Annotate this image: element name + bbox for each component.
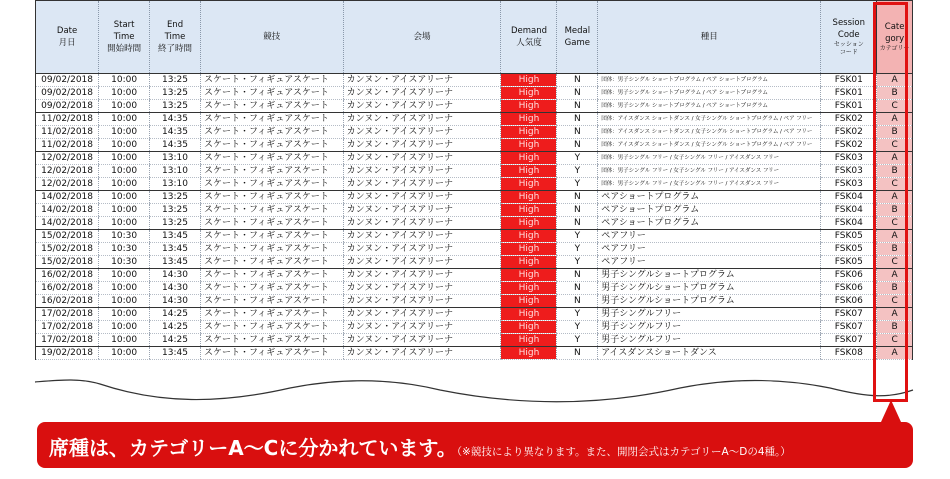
row-demand: High: [501, 347, 557, 360]
row-date: 12/02/2018: [36, 152, 99, 165]
row-date: 19/02/2018: [36, 347, 99, 360]
row-demand: High: [501, 308, 557, 321]
table-row: [36, 74, 913, 87]
row-session-code: FSK03: [821, 152, 877, 165]
table-row: [36, 295, 913, 308]
row-date: 17/02/2018: [36, 308, 99, 321]
row-session-code: FSK02: [821, 139, 877, 152]
schedule-sheet: [35, 0, 913, 400]
row-session-code: FSK02: [821, 126, 877, 139]
row-sport: スケート・フィギュアスケート: [200, 204, 343, 217]
table-body: [36, 74, 913, 360]
row-event-kind: ペアショートプログラム: [598, 191, 821, 204]
row-event-kind: 男子シングルショートプログラム: [598, 295, 821, 308]
row-event-kind: 男子シングルフリー: [598, 308, 821, 321]
table-row: [36, 87, 913, 100]
row-demand: High: [501, 139, 557, 152]
row-category: A: [877, 347, 913, 360]
row-sport: スケート・フィギュアスケート: [200, 334, 343, 347]
header-medal-game: Medal Game: [557, 1, 598, 74]
row-event-kind: 団体：アイスダンス ショートダンス / 女子シングル ショートプログラム / ペア フリー: [598, 126, 821, 139]
row-start-time: 10:00: [99, 87, 150, 100]
row-demand: High: [501, 269, 557, 282]
row-venue: カンヌン・アイスアリーナ: [343, 308, 501, 321]
row-event-kind: 団体：男子シングル ショートプログラム / ペア ショートプログラム: [598, 87, 821, 100]
row-start-time: 10:00: [99, 126, 150, 139]
row-category: B: [877, 204, 913, 217]
row-category: A: [877, 230, 913, 243]
row-medal: N: [557, 269, 598, 282]
row-demand: High: [501, 191, 557, 204]
row-event-kind: 団体：男子シングル フリー / 女子シングル フリー / アイスダンス フリー: [598, 165, 821, 178]
table-row: [36, 178, 913, 191]
row-session-code: FSK02: [821, 113, 877, 126]
torn-edge: [0, 370, 950, 410]
row-date: 15/02/2018: [36, 256, 99, 269]
callout-note-text: （※競技により異なります。また、開閉会式はカテゴリーA～Dの4種。）: [456, 446, 791, 458]
row-session-code: FSK06: [821, 269, 877, 282]
row-demand: High: [501, 204, 557, 217]
table-row: [36, 256, 913, 269]
row-sport: スケート・フィギュアスケート: [200, 113, 343, 126]
row-start-time: 10:30: [99, 230, 150, 243]
row-start-time: 10:00: [99, 269, 150, 282]
table-row: [36, 113, 913, 126]
row-event-kind: アイスダンスショートダンス: [598, 347, 821, 360]
row-end-time: 14:30: [150, 295, 201, 308]
row-sport: スケート・フィギュアスケート: [200, 152, 343, 165]
row-medal: N: [557, 191, 598, 204]
row-date: 17/02/2018: [36, 334, 99, 347]
table-row: [36, 139, 913, 152]
row-end-time: 13:25: [150, 204, 201, 217]
row-sport: スケート・フィギュアスケート: [200, 100, 343, 113]
row-event-kind: 団体：男子シングル フリー / 女子シングル フリー / アイスダンス フリー: [598, 152, 821, 165]
row-venue: カンヌン・アイスアリーナ: [343, 87, 501, 100]
row-event-kind: 団体：アイスダンス ショートダンス / 女子シングル ショートプログラム / ペア フリー: [598, 113, 821, 126]
row-sport: スケート・フィギュアスケート: [200, 243, 343, 256]
row-end-time: 13:25: [150, 217, 201, 230]
row-event-kind: ペアショートプログラム: [598, 204, 821, 217]
row-session-code: FSK04: [821, 191, 877, 204]
row-session-code: FSK08: [821, 347, 877, 360]
row-demand: High: [501, 334, 557, 347]
header-start-time: Start Time 開始時間: [99, 1, 150, 74]
row-category: C: [877, 139, 913, 152]
table-row: [36, 152, 913, 165]
table-row: [36, 165, 913, 178]
row-start-time: 10:00: [99, 113, 150, 126]
header-session-code: Session Code セッション コード: [821, 1, 877, 74]
row-category: C: [877, 217, 913, 230]
row-date: 12/02/2018: [36, 165, 99, 178]
row-medal: Y: [557, 165, 598, 178]
row-session-code: FSK06: [821, 282, 877, 295]
row-demand: High: [501, 165, 557, 178]
row-sport: スケート・フィギュアスケート: [200, 308, 343, 321]
row-end-time: 13:45: [150, 230, 201, 243]
row-medal: Y: [557, 334, 598, 347]
row-end-time: 13:10: [150, 165, 201, 178]
table-row: [36, 321, 913, 334]
row-event-kind: 団体：男子シングル フリー / 女子シングル フリー / アイスダンス フリー: [598, 178, 821, 191]
row-medal: Y: [557, 321, 598, 334]
row-session-code: FSK05: [821, 243, 877, 256]
row-start-time: 10:00: [99, 100, 150, 113]
row-start-time: 10:00: [99, 139, 150, 152]
row-demand: High: [501, 256, 557, 269]
row-session-code: FSK01: [821, 87, 877, 100]
row-event-kind: 団体：アイスダンス ショートダンス / 女子シングル ショートプログラム / ペア フリー: [598, 139, 821, 152]
row-venue: カンヌン・アイスアリーナ: [343, 113, 501, 126]
row-venue: カンヌン・アイスアリーナ: [343, 321, 501, 334]
row-sport: スケート・フィギュアスケート: [200, 191, 343, 204]
row-category: A: [877, 152, 913, 165]
table-row: [36, 243, 913, 256]
row-sport: スケート・フィギュアスケート: [200, 230, 343, 243]
row-session-code: FSK03: [821, 165, 877, 178]
row-start-time: 10:00: [99, 165, 150, 178]
row-start-time: 10:30: [99, 256, 150, 269]
header-venue: 会場: [343, 1, 501, 74]
row-start-time: 10:00: [99, 217, 150, 230]
row-date: 09/02/2018: [36, 100, 99, 113]
row-venue: カンヌン・アイスアリーナ: [343, 269, 501, 282]
table-row: [36, 191, 913, 204]
row-demand: High: [501, 295, 557, 308]
row-start-time: 10:00: [99, 204, 150, 217]
row-venue: カンヌン・アイスアリーナ: [343, 217, 501, 230]
row-venue: カンヌン・アイスアリーナ: [343, 347, 501, 360]
row-medal: N: [557, 100, 598, 113]
row-medal: N: [557, 295, 598, 308]
callout-pointer: [881, 400, 901, 422]
row-category: B: [877, 321, 913, 334]
row-session-code: FSK07: [821, 334, 877, 347]
header-row: [36, 1, 913, 74]
row-start-time: 10:00: [99, 282, 150, 295]
row-venue: カンヌン・アイスアリーナ: [343, 100, 501, 113]
row-medal: N: [557, 139, 598, 152]
row-date: 17/02/2018: [36, 321, 99, 334]
row-session-code: FSK04: [821, 204, 877, 217]
row-category: B: [877, 87, 913, 100]
row-date: 16/02/2018: [36, 269, 99, 282]
row-medal: N: [557, 204, 598, 217]
row-event-kind: ペアフリー: [598, 230, 821, 243]
row-session-code: FSK05: [821, 230, 877, 243]
row-start-time: 10:00: [99, 74, 150, 87]
row-venue: カンヌン・アイスアリーナ: [343, 178, 501, 191]
row-end-time: 13:10: [150, 178, 201, 191]
row-date: 15/02/2018: [36, 243, 99, 256]
table-row: [36, 269, 913, 282]
row-end-time: 13:25: [150, 87, 201, 100]
row-venue: カンヌン・アイスアリーナ: [343, 230, 501, 243]
row-date: 14/02/2018: [36, 204, 99, 217]
row-event-kind: ペアフリー: [598, 256, 821, 269]
row-session-code: FSK06: [821, 295, 877, 308]
row-start-time: 10:00: [99, 308, 150, 321]
row-date: 16/02/2018: [36, 295, 99, 308]
row-demand: High: [501, 321, 557, 334]
row-event-kind: 団体：男子シングル ショートプログラム / ペア ショートプログラム: [598, 100, 821, 113]
header-sport: 競技: [200, 1, 343, 74]
row-event-kind: 男子シングルショートプログラム: [598, 282, 821, 295]
row-end-time: 14:35: [150, 139, 201, 152]
row-session-code: FSK01: [821, 74, 877, 87]
row-session-code: FSK01: [821, 100, 877, 113]
table-row: [36, 230, 913, 243]
row-medal: N: [557, 74, 598, 87]
row-demand: High: [501, 113, 557, 126]
row-medal: Y: [557, 152, 598, 165]
row-category: B: [877, 243, 913, 256]
row-end-time: 14:25: [150, 321, 201, 334]
row-start-time: 10:00: [99, 152, 150, 165]
row-category: C: [877, 295, 913, 308]
row-venue: カンヌン・アイスアリーナ: [343, 191, 501, 204]
row-end-time: 13:25: [150, 100, 201, 113]
row-venue: カンヌン・アイスアリーナ: [343, 139, 501, 152]
session-table: [35, 0, 913, 360]
row-sport: スケート・フィギュアスケート: [200, 321, 343, 334]
row-date: 09/02/2018: [36, 74, 99, 87]
row-date: 09/02/2018: [36, 87, 99, 100]
row-category: B: [877, 165, 913, 178]
row-category: B: [877, 282, 913, 295]
row-venue: カンヌン・アイスアリーナ: [343, 256, 501, 269]
row-date: 12/02/2018: [36, 178, 99, 191]
row-sport: スケート・フィギュアスケート: [200, 126, 343, 139]
row-demand: High: [501, 230, 557, 243]
category-callout: [37, 422, 913, 468]
row-session-code: FSK03: [821, 178, 877, 191]
row-demand: High: [501, 152, 557, 165]
row-sport: スケート・フィギュアスケート: [200, 139, 343, 152]
row-sport: スケート・フィギュアスケート: [200, 282, 343, 295]
row-venue: カンヌン・アイスアリーナ: [343, 295, 501, 308]
row-venue: カンヌン・アイスアリーナ: [343, 165, 501, 178]
row-start-time: 10:00: [99, 178, 150, 191]
header-event-kind: 種目: [598, 1, 821, 74]
row-end-time: 13:45: [150, 347, 201, 360]
row-sport: スケート・フィギュアスケート: [200, 165, 343, 178]
row-sport: スケート・フィギュアスケート: [200, 87, 343, 100]
table-row: [36, 308, 913, 321]
row-start-time: 10:00: [99, 191, 150, 204]
row-end-time: 14:30: [150, 269, 201, 282]
row-date: 15/02/2018: [36, 230, 99, 243]
row-category: C: [877, 100, 913, 113]
row-category: A: [877, 308, 913, 321]
row-category: C: [877, 256, 913, 269]
row-category: B: [877, 126, 913, 139]
row-medal: Y: [557, 308, 598, 321]
row-date: 16/02/2018: [36, 282, 99, 295]
header-demand: Demand 人気度: [501, 1, 557, 74]
row-demand: High: [501, 178, 557, 191]
row-end-time: 13:45: [150, 243, 201, 256]
row-date: 11/02/2018: [36, 126, 99, 139]
row-category: C: [877, 334, 913, 347]
table-row: [36, 126, 913, 139]
row-event-kind: 男子シングルフリー: [598, 321, 821, 334]
table-row: [36, 334, 913, 347]
row-category: A: [877, 113, 913, 126]
row-category: C: [877, 178, 913, 191]
row-sport: スケート・フィギュアスケート: [200, 178, 343, 191]
row-session-code: FSK05: [821, 256, 877, 269]
row-sport: スケート・フィギュアスケート: [200, 347, 343, 360]
row-demand: High: [501, 243, 557, 256]
row-end-time: 14:30: [150, 282, 201, 295]
row-venue: カンヌン・アイスアリーナ: [343, 243, 501, 256]
row-start-time: 10:00: [99, 295, 150, 308]
table-row: [36, 100, 913, 113]
row-session-code: FSK07: [821, 308, 877, 321]
row-venue: カンヌン・アイスアリーナ: [343, 334, 501, 347]
row-sport: スケート・フィギュアスケート: [200, 269, 343, 282]
row-end-time: 14:35: [150, 113, 201, 126]
row-demand: High: [501, 74, 557, 87]
table-row: [36, 347, 913, 360]
row-medal: N: [557, 87, 598, 100]
row-demand: High: [501, 282, 557, 295]
row-medal: Y: [557, 230, 598, 243]
row-start-time: 10:00: [99, 334, 150, 347]
row-medal: Y: [557, 178, 598, 191]
row-venue: カンヌン・アイスアリーナ: [343, 74, 501, 87]
row-date: 14/02/2018: [36, 191, 99, 204]
row-event-kind: 男子シングルフリー: [598, 334, 821, 347]
row-medal: N: [557, 126, 598, 139]
row-start-time: 10:00: [99, 321, 150, 334]
row-end-time: 13:25: [150, 191, 201, 204]
row-sport: スケート・フィギュアスケート: [200, 217, 343, 230]
row-medal: Y: [557, 243, 598, 256]
row-venue: カンヌン・アイスアリーナ: [343, 126, 501, 139]
row-date: 14/02/2018: [36, 217, 99, 230]
row-end-time: 14:35: [150, 126, 201, 139]
row-date: 11/02/2018: [36, 113, 99, 126]
row-sport: スケート・フィギュアスケート: [200, 295, 343, 308]
row-venue: カンヌン・アイスアリーナ: [343, 152, 501, 165]
row-category: A: [877, 191, 913, 204]
row-medal: N: [557, 347, 598, 360]
row-demand: High: [501, 87, 557, 100]
row-venue: カンヌン・アイスアリーナ: [343, 204, 501, 217]
row-category: A: [877, 74, 913, 87]
header-date: Date 月日: [36, 1, 99, 74]
row-sport: スケート・フィギュアスケート: [200, 256, 343, 269]
row-end-time: 14:25: [150, 334, 201, 347]
table-row: [36, 204, 913, 217]
row-event-kind: 団体：男子シングル ショートプログラム / ペア ショートプログラム: [598, 74, 821, 87]
row-start-time: 10:30: [99, 243, 150, 256]
table-row: [36, 217, 913, 230]
row-session-code: FSK04: [821, 217, 877, 230]
row-end-time: 13:25: [150, 74, 201, 87]
row-medal: N: [557, 113, 598, 126]
row-end-time: 13:45: [150, 256, 201, 269]
row-start-time: 10:00: [99, 347, 150, 360]
row-medal: Y: [557, 256, 598, 269]
row-end-time: 13:10: [150, 152, 201, 165]
row-end-time: 14:25: [150, 308, 201, 321]
row-date: 11/02/2018: [36, 139, 99, 152]
row-medal: N: [557, 282, 598, 295]
table-row: [36, 282, 913, 295]
row-sport: スケート・フィギュアスケート: [200, 74, 343, 87]
row-category: A: [877, 269, 913, 282]
row-demand: High: [501, 126, 557, 139]
header-end-time: End Time 終了時間: [150, 1, 201, 74]
row-medal: N: [557, 217, 598, 230]
row-event-kind: ペアフリー: [598, 243, 821, 256]
category-highlight-frame: [873, 2, 908, 402]
row-demand: High: [501, 100, 557, 113]
row-event-kind: ペアショートプログラム: [598, 217, 821, 230]
callout-main-text: 席種は、カテゴリーA～Cに分かれています。: [49, 436, 457, 460]
row-venue: カンヌン・アイスアリーナ: [343, 282, 501, 295]
header-category: Cate gory カテゴリー: [877, 1, 913, 74]
row-demand: High: [501, 217, 557, 230]
row-session-code: FSK07: [821, 321, 877, 334]
row-event-kind: 男子シングルショートプログラム: [598, 269, 821, 282]
